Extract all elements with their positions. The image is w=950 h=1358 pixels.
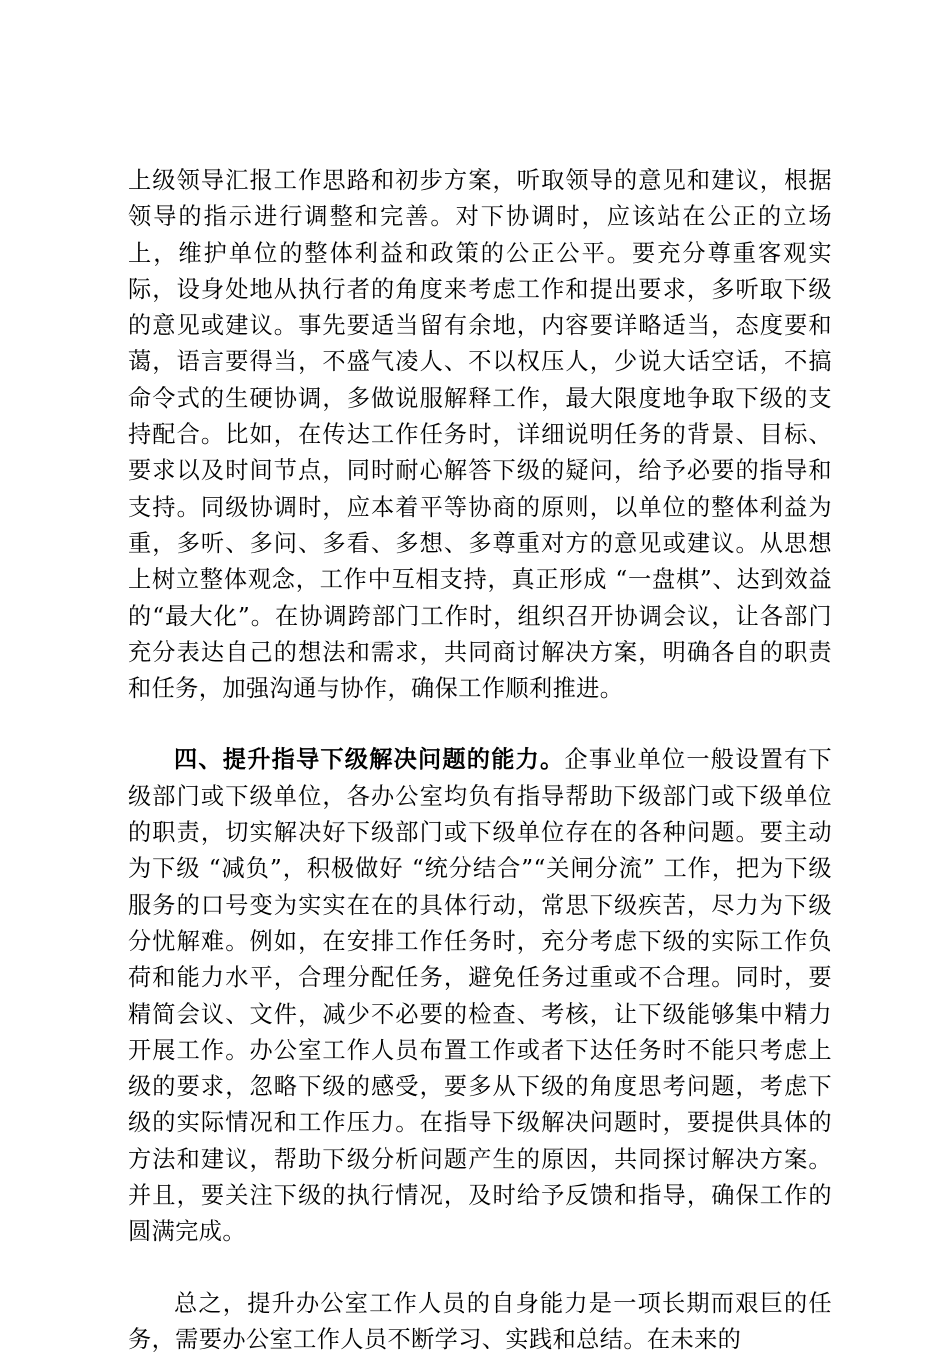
paragraph-spacer [128,707,832,742]
section-heading: 四、提升指导下级解决问题的能力。 [174,746,565,774]
paragraph-guidance [128,742,832,1250]
section-body: 企事业单位一般设置有下级部门或下级单位，各办公室均负有指导帮助下级部门或下级单位的职责，切实解决好下级部门或下级单位存在的各种问题。要主动为下级 “减负”，积极做好 “统分结合”“关闸分流” 工作，把为下级服务的口号变为实实在在的具体行动，常思下级疾苦，尽力为下级分忧解难。例如，在安排工作任务时，充分考虑下级的实际工作负荷和能力水平，合理分配任务，避免任务过重或不合理。同时，要精简会议、文件，减少不必要的检查、考核，让下级能够集中精力开展工作。办公室工作人员布置工作或者下达任务时不能只考虑上级的要求，忽略下级的感受，要多从下级的角度思考问题，考虑下级的实际情况和工作压力。在指导下级解决问题时，要提供具体的方法和建议，帮助下级分析问题产生的原因，共同探讨解决方案。并且，要关注下级的执行情况，及时给予反馈和指导，确保工作的圆满完成。 [128,746,832,1246]
paragraph-coordination: 上级领导汇报工作思路和初步方案，听取领导的意见和建议，根据领导的指示进行调整和完善。对下协调时，应该站在公正的立场上，维护单位的整体利益和政策的公正公平。要充分尊重客观实际，设身处地从执行者的角度来考虑工作和提出要求，多听取下级的意见或建议。事先要适当留有余地，内容要详略适当，态度要和蔼，语言要得当，不盛气凌人、不以权压人，少说大话空话，不搞命令式的生硬协调，多做说服解释工作，最大限度地争取下级的支持配合。比如，在传达工作任务时，详细说明任务的背景、目标、要求以及时间节点，同时耐心解答下级的疑问，给予必要的指导和支持。同级协调时，应本着平等协商的原则，以单位的整体利益为重，多听、多问、多看、多想、多尊重对方的意见或建议。从思想上树立整体观念，工作中互相支持，真正形成 “一盘棋”、达到效益的“最大化”。在协调跨部门工作时，组织召开协调会议，让各部门充分表达自己的想法和需求，共同商讨解决方案，明确各自的职责和任务，加强沟通与协作，确保工作顺利推进。 [128,167,832,703]
paragraph-spacer [128,1251,832,1286]
document-page [128,163,832,1358]
paragraph-conclusion: 总之，提升办公室工作人员的自身能力是一项长期而艰巨的任务，需要办公室工作人员不断学习、实践和总结。在未来的 [128,1289,832,1353]
